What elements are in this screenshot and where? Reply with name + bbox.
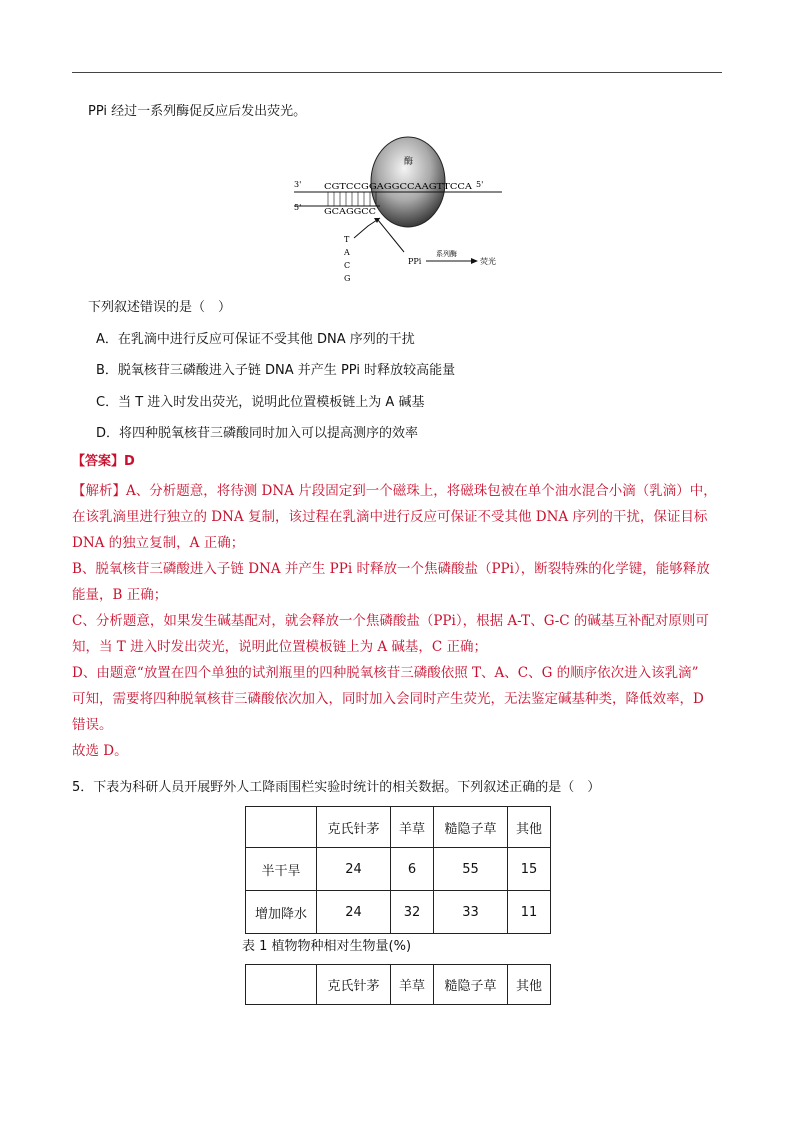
analysis-line: 能量，B 正确； — [72, 587, 168, 603]
question-5-text: 5．下表为科研人员开展野外人工降雨围栏实验时统计的相关数据。下列叙述正确的是（ ） — [72, 780, 601, 795]
top-strand-5prime: 5' — [476, 180, 484, 189]
question-text: 下列叙述错误的是（ ） — [88, 300, 232, 315]
top-strand-3prime: 3' — [294, 180, 302, 189]
analysis-line: 知，当 T 进入时发出荧光，说明此位置模板链上为 A 碱基，C 正确； — [72, 639, 488, 655]
analysis-line: C、分析题意，如果发生碱基配对，就会释放一个焦磷酸盐（PPi），根据 A-T、G-C 的碱基互补配对原则可 — [72, 613, 709, 629]
table-header-row — [246, 807, 551, 848]
table-cell: 糙隐子草 — [434, 965, 508, 1005]
table-caption: 表 1 植物物种相对生物量(%) — [242, 939, 412, 954]
option-c: C．当 T 进入时发出荧光，说明此位置模板链上为 A 碱基 — [96, 395, 425, 410]
analysis-line: B、脱氧核苷三磷酸进入子链 DNA 并产生 PPi 时释放一个焦磷酸盐（PPi），断裂特殊的化学键，能够释放 — [72, 561, 710, 577]
base-a: A — [344, 248, 350, 257]
table-cell: 55 — [434, 848, 508, 891]
fluorescence-label: 荧光 — [480, 257, 496, 266]
table-cell: 羊草 — [391, 965, 434, 1005]
table-row — [246, 848, 551, 891]
analysis-block — [72, 478, 724, 764]
intro-text: PPi 经过一系列酶促反应后发出荧光。 — [88, 104, 307, 119]
table-cell: 24 — [317, 848, 391, 891]
top-strand-sequence: CGTCCGGAGGCCAAGTTCCA — [324, 182, 473, 191]
table-cell: 6 — [391, 848, 434, 891]
header-rule — [72, 72, 722, 73]
table-cell: 11 — [508, 891, 551, 934]
second-table — [245, 964, 551, 1005]
analysis-line: 故选 D。 — [72, 743, 128, 759]
enzymes-arrow-label: 系列酶 — [436, 250, 457, 258]
table-row — [246, 891, 551, 934]
table-cell: 24 — [317, 891, 391, 934]
bottom-strand-5prime: 5' — [294, 203, 302, 212]
analysis-line: 错误。 — [72, 717, 113, 733]
table-cell: 33 — [434, 891, 508, 934]
analysis-line: DNA 的独立复制，A 正确； — [72, 535, 245, 551]
analysis-line: D、由题意“放置在四个单独的试剂瓶里的四种脱氧核苷三磷酸依照 T、A、C、G 的顺序依次进入该乳滴” — [72, 665, 699, 681]
option-a: A．在乳滴中进行反应可保证不受其他 DNA 序列的干扰 — [96, 332, 415, 347]
table-cell: 克氏针茅 — [317, 807, 391, 848]
base-c: C — [344, 261, 351, 270]
ppi-label: PPi — [408, 257, 422, 266]
enzyme-label: 酶 — [404, 157, 414, 167]
pyrosequencing-figure — [290, 134, 510, 286]
answer-line: 【答案】D — [72, 454, 135, 469]
table-cell — [246, 965, 317, 1005]
table-cell: 15 — [508, 848, 551, 891]
option-d: D．将四种脱氧核苷三磷酸同时加入可以提高测序的效率 — [96, 426, 419, 441]
table-cell: 增加降水 — [246, 891, 317, 934]
bottom-strand-sequence: GCAGGCC — [324, 207, 376, 216]
base-g: G — [344, 274, 351, 283]
table-cell: 克氏针茅 — [317, 965, 391, 1005]
option-b: B．脱氧核苷三磷酸进入子链 DNA 并产生 PPi 时释放较高能量 — [96, 363, 456, 378]
biomass-table — [245, 806, 551, 934]
table-cell — [246, 807, 317, 848]
table-cell: 羊草 — [391, 807, 434, 848]
table-header-row — [246, 965, 551, 1005]
analysis-line: 可知，需要将四种脱氧核苷三磷酸依次加入，同时加入会同时产生荧光，无法鉴定碱基种类，降低效率，D — [72, 691, 704, 707]
analysis-line: 在该乳滴里进行独立的 DNA 复制，该过程在乳滴中进行反应可保证不受其他 DNA 序列的干扰，保证目标 — [72, 509, 708, 525]
table-cell: 32 — [391, 891, 434, 934]
base-t: T — [344, 235, 350, 244]
table-cell: 半干旱 — [246, 848, 317, 891]
table-cell: 糙隐子草 — [434, 807, 508, 848]
analysis-line: 【解析】A、分析题意，将待测 DNA 片段固定到一个磁珠上，将磁珠包被在单个油水混合小滴（乳滴）中， — [72, 483, 717, 499]
table-cell: 其他 — [508, 807, 551, 848]
table-cell: 其他 — [508, 965, 551, 1005]
